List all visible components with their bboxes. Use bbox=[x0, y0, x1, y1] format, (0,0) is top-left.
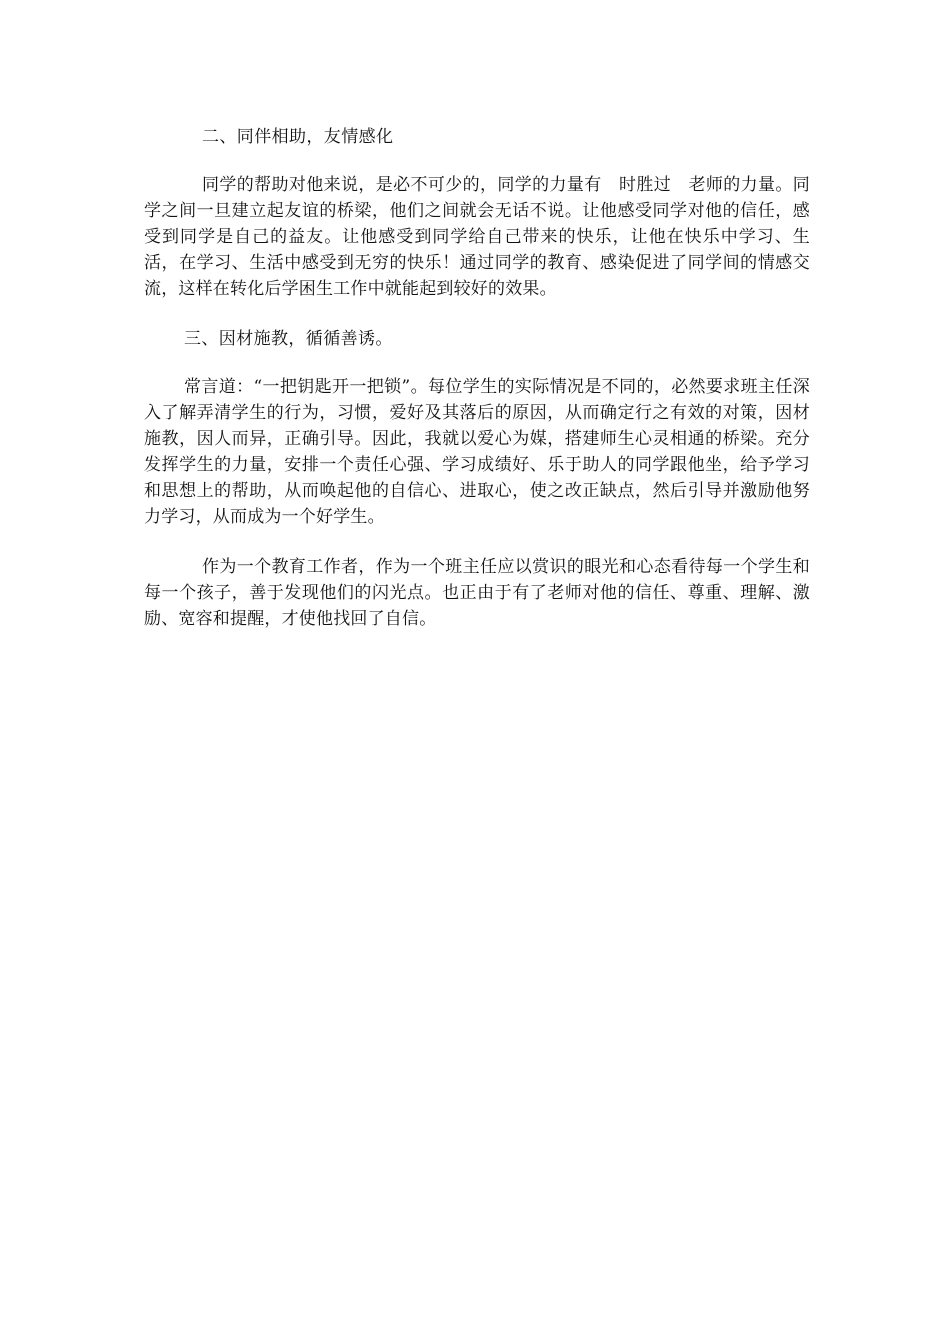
conclusion-paragraph: 作为一个教育工作者，作为一个班主任应以赏识的眼光和心态看待每一个学生和每一个孩子，善于发现他们的闪光点。也正由于有了老师对他的信任、尊重、理解、激励、宽容和提醒，才使他找回了自信。 bbox=[144, 557, 810, 629]
section2-paragraph: 同学的帮助对他来说，是必不可少的，同学的力量有 时胜过 老师的力量。同学之间一旦建立起友谊的桥梁，他们之间就会无话不说。让他感受同学对他的信任，感受到同学是自己的益友。让他感受到同学给自己带来的快乐，让他在快乐中学习、生活，在学习、生活中感受到无穷的快乐！通过同学的教育、感染促进了同学间的情感交流，这样在转化后学困生工作中就能起到较好的效果。 bbox=[144, 175, 810, 299]
section3-heading: 三、因材施教，循循善诱。 bbox=[184, 329, 393, 349]
spacer bbox=[144, 352, 810, 374]
section2-heading: 二、同伴相助，友情感化 bbox=[202, 127, 394, 147]
spacer bbox=[144, 150, 810, 172]
spacer bbox=[144, 302, 810, 326]
document-body bbox=[144, 124, 810, 632]
section3-paragraph: 常言道：“一把钥匙开一把锁”。每位学生的实际情况是不同的，必然要求班主任深入了解弄清学生的行为，习惯，爱好及其落后的原因，从而确定行之有效的对策，因材施教，因人而异，正确引导。因此，我就以爱心为媒，搭建师生心灵相通的桥梁。充分发挥学生的力量，安排一个责任心强、学习成绩好、乐于助人的同学跟他坐，给予学习和思想上的帮助，从而唤起他的自信心、进取心，使之改正缺点，然后引导并激励他努力学习，从而成为一个好学生。 bbox=[144, 377, 810, 527]
spacer bbox=[144, 530, 810, 554]
